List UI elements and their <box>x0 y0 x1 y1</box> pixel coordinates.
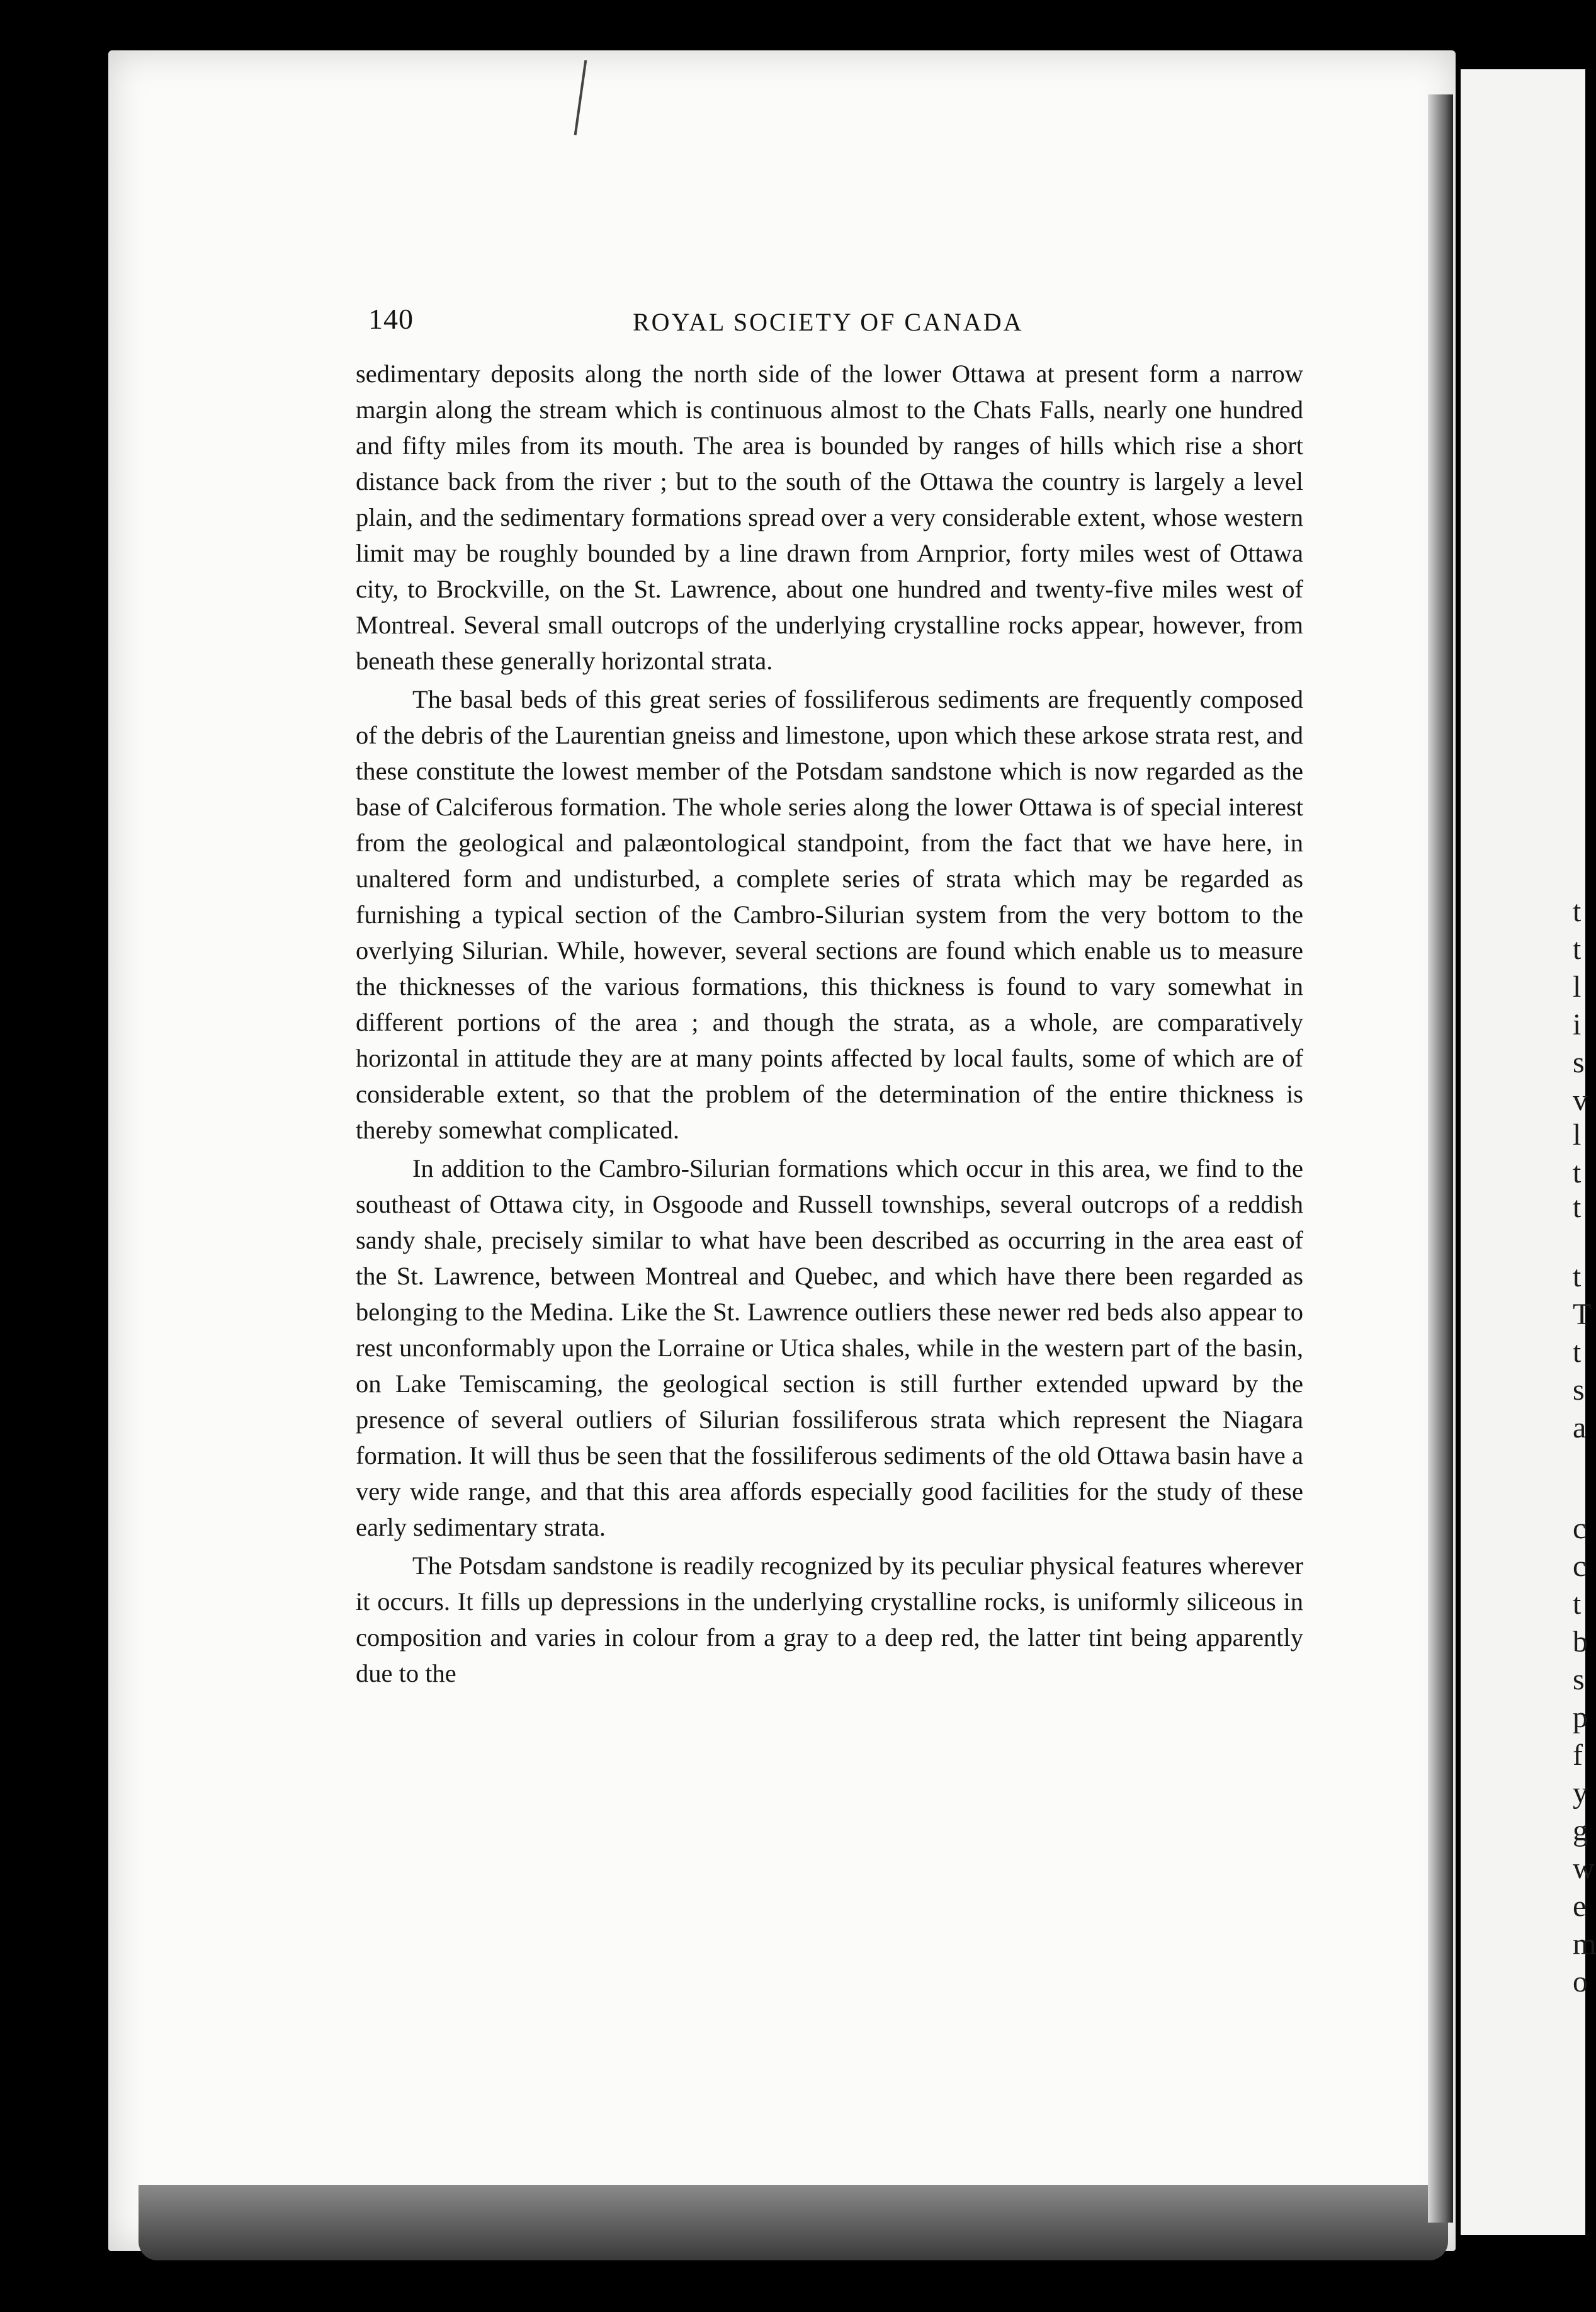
adjacent-page-letter: o <box>1573 1965 1588 1998</box>
body-text <box>356 356 1303 1694</box>
paragraph-2: The basal beds of this great series of fossiliferous sediments are frequently composed of the debris of the Laurentian gneiss and limestone, upon which these arkose strata rest, and these constitute the lowest member of the Potsdam sandstone which is now regarded as the base of Calciferous formation. The whole series along the lower Ottawa is of special interest from the geological and palæontological standpoint, from the fact that we have here, in unaltered form and undisturbed, a complete series of strata which may be regarded as furnishing a typical section of the Cambro-Silurian system from the very bottom to the overlying Silurian. While, however, several sections are found which enable us to measure the thicknesses of the various formations, this thickness is found to vary somewhat in different portions of the area ; and though the strata, as a whole, are comparatively horizontal in attitude they are at many points affected by local faults, some of which are of considerable extent, so that the problem of the determination of the entire thickness is thereby somewhat complicated. <box>356 685 1303 1144</box>
adjacent-page-letter: t <box>1573 1587 1582 1621</box>
paragraph-3: In addition to the Cambro-Silurian formations which occur in this area, we find to the southeast of Ottawa city, in Osgoode and Russell townships, several outcrops of a reddish sandy shale, precisely similar to what have been described as occurring in the area east of the St. Lawrence, between Montreal and Quebec, and which have there been regarded as belonging to the Medina. Like the St. Lawrence outliers these newer red beds also appear to rest unconformably upon the Lorraine or Utica shales, while in the western part of the basin, on Lake Temiscaming, the geological section is still further extended upward by the presence of several outliers of Silurian fossiliferous strata which represent the Niagara formation. It will thus be seen that the fossiliferous sediments of the old Ottawa basin have a very wide range, and that this area affords especially good facilities for the study of these early sedimentary strata. <box>356 1154 1303 1541</box>
adjacent-page-letter: s <box>1573 1663 1585 1696</box>
adjacent-page-letter: t <box>1573 1335 1582 1369</box>
page-number: 140 <box>368 303 414 335</box>
adjacent-page-letter: a <box>1573 1411 1587 1444</box>
page-header <box>368 302 1310 346</box>
adjacent-page-letter: s <box>1573 1373 1585 1407</box>
adjacent-page-letter: T <box>1573 1298 1592 1331</box>
adjacent-page-letter: t <box>1573 1191 1582 1224</box>
adjacent-page-letter: i <box>1573 1008 1582 1041</box>
book-spine <box>1428 94 1453 2223</box>
adjacent-page-letter: l <box>1573 970 1582 1004</box>
adjacent-page-letter: v <box>1573 1084 1588 1117</box>
page-bottom-shadow <box>139 2185 1448 2260</box>
adjacent-page-letter: g <box>1573 1814 1588 1847</box>
adjacent-page-letter: c <box>1573 1512 1587 1545</box>
running-head: ROYAL SOCIETY OF CANADA <box>633 308 1024 336</box>
paragraph-4: The Potsdam sandstone is readily recognized by its peculiar physical features wherever it occurs. It fills up depressions in the underlying crystalline rocks, is uniformly siliceous in composition and varies in colour from a gray to a deep red, the latter tint being apparently due to the <box>356 1551 1303 1687</box>
adjacent-page-edge <box>1461 69 1596 2235</box>
adjacent-page-letter: c <box>1573 1550 1587 1583</box>
adjacent-page-letter: l <box>1573 1118 1582 1152</box>
adjacent-page-letter: p <box>1573 1701 1588 1734</box>
adjacent-page-letter: e <box>1573 1890 1587 1923</box>
adjacent-page-letter: m <box>1573 1927 1596 1961</box>
adjacent-page-letter: f <box>1573 1738 1583 1772</box>
adjacent-page-letter: t <box>1573 1156 1582 1189</box>
adjacent-page-letter: t <box>1573 1260 1582 1293</box>
adjacent-page-letter: y <box>1573 1776 1588 1810</box>
adjacent-page-letter: t <box>1573 895 1582 928</box>
adjacent-page-letter: t <box>1573 932 1582 966</box>
paragraph-1: sedimentary deposits along the north side of the lower Ottawa at present form a narrow margin along the stream which is continuous almost to the Chats Falls, nearly one hundred and fifty miles from its mouth. The area is bounded by ranges of hills which rise a short distance back from the river ; but to the south of the Ottawa the country is largely a level plain, and the sedimentary formations spread over a very considerable extent, whose western limit may be roughly bounded by a line drawn from Arnprior, forty miles west of Ottawa city, to Brockville, on the St. Lawrence, about one hundred and twenty-five miles west of Montreal. Several small outcrops of the underlying crystalline rocks appear, however, from beneath these generally horizontal strata. <box>356 360 1303 675</box>
adjacent-page-letter: w <box>1573 1852 1595 1885</box>
adjacent-page-letter: s <box>1573 1046 1585 1079</box>
adjacent-page-letter: b <box>1573 1625 1588 1658</box>
